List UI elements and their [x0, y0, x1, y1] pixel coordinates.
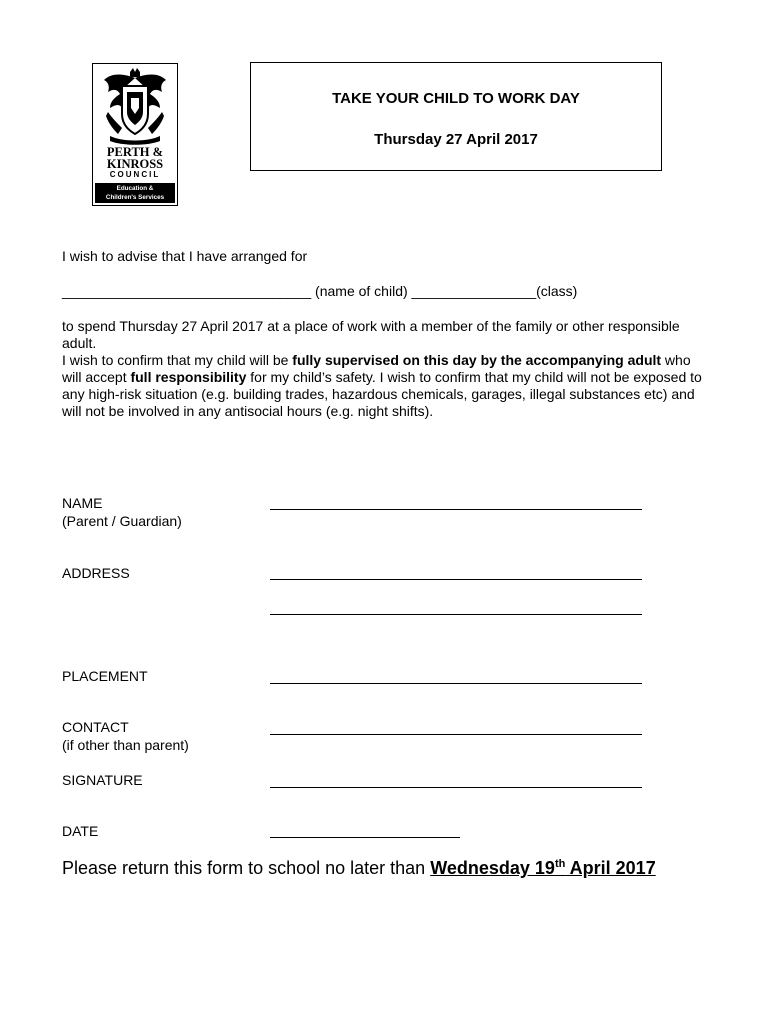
return-instruction [62, 857, 656, 879]
deadline-day: Wednesday 19 [430, 858, 555, 878]
confirmation-text [62, 352, 712, 420]
logo-band-line2: Children's Services [105, 194, 165, 201]
deadline-ordinal: th [554, 858, 566, 870]
bold-supervised: fully supervised on this day by the accompanying adult [292, 352, 662, 368]
return-text: Please return this form to school no later than [62, 858, 431, 878]
date-field-line[interactable] [270, 837, 460, 838]
name-label: NAME [62, 495, 103, 511]
logo-line-council: COUNCIL [109, 170, 161, 179]
contact-field-line[interactable] [270, 734, 642, 735]
address-field-line-2[interactable] [270, 614, 642, 615]
placement-field-line[interactable] [270, 683, 642, 684]
deadline-month-year: April 2017 [565, 858, 656, 878]
confirm-mid: who will accept [62, 352, 691, 385]
child-name-class-line[interactable]: ________________________________ (name of child) ________________(class) [62, 283, 578, 299]
contact-label: CONTACT [62, 719, 129, 735]
confirm-start: I wish to confirm that my child will be [62, 352, 293, 368]
confirm-rest: for my child’s safety. I wish to confirm that my child will not be exposed to any high-risk situation (e.g. building trades, hazardous chemicals, garages, illegal substances etc) and will not be involved in any antisocial hours (e.g. night shifts). [62, 369, 702, 419]
placement-label: PLACEMENT [62, 668, 148, 684]
logo-band-line1: Education & [116, 185, 154, 192]
signature-label: SIGNATURE [62, 772, 143, 788]
logo-line-kinross: KINROSS [106, 157, 164, 171]
date-label: DATE [62, 823, 99, 839]
consent-paragraph [62, 318, 712, 420]
return-deadline [430, 858, 656, 878]
event-date: Thursday 27 April 2017 [374, 131, 538, 148]
contact-sublabel: (if other than parent) [62, 737, 189, 753]
intro-text: I wish to advise that I have arranged for [62, 248, 308, 264]
form-title: TAKE YOUR CHILD TO WORK DAY [332, 90, 580, 107]
council-crest-icon [100, 68, 170, 146]
bold-responsibility: full responsibility [130, 369, 247, 385]
logo-line-perth: PERTH & [106, 145, 164, 159]
logo-department-band [95, 183, 175, 203]
paragraph-line1: to spend Thursday 27 April 2017 at a place of work with a member of the family or other responsible adult. [62, 318, 680, 351]
name-field-line[interactable] [270, 509, 642, 510]
address-label: ADDRESS [62, 565, 130, 581]
signature-field-line[interactable] [270, 787, 642, 788]
address-field-line-1[interactable] [270, 579, 642, 580]
name-sublabel: (Parent / Guardian) [62, 513, 182, 529]
title-box [250, 62, 662, 171]
council-logo [92, 63, 178, 206]
